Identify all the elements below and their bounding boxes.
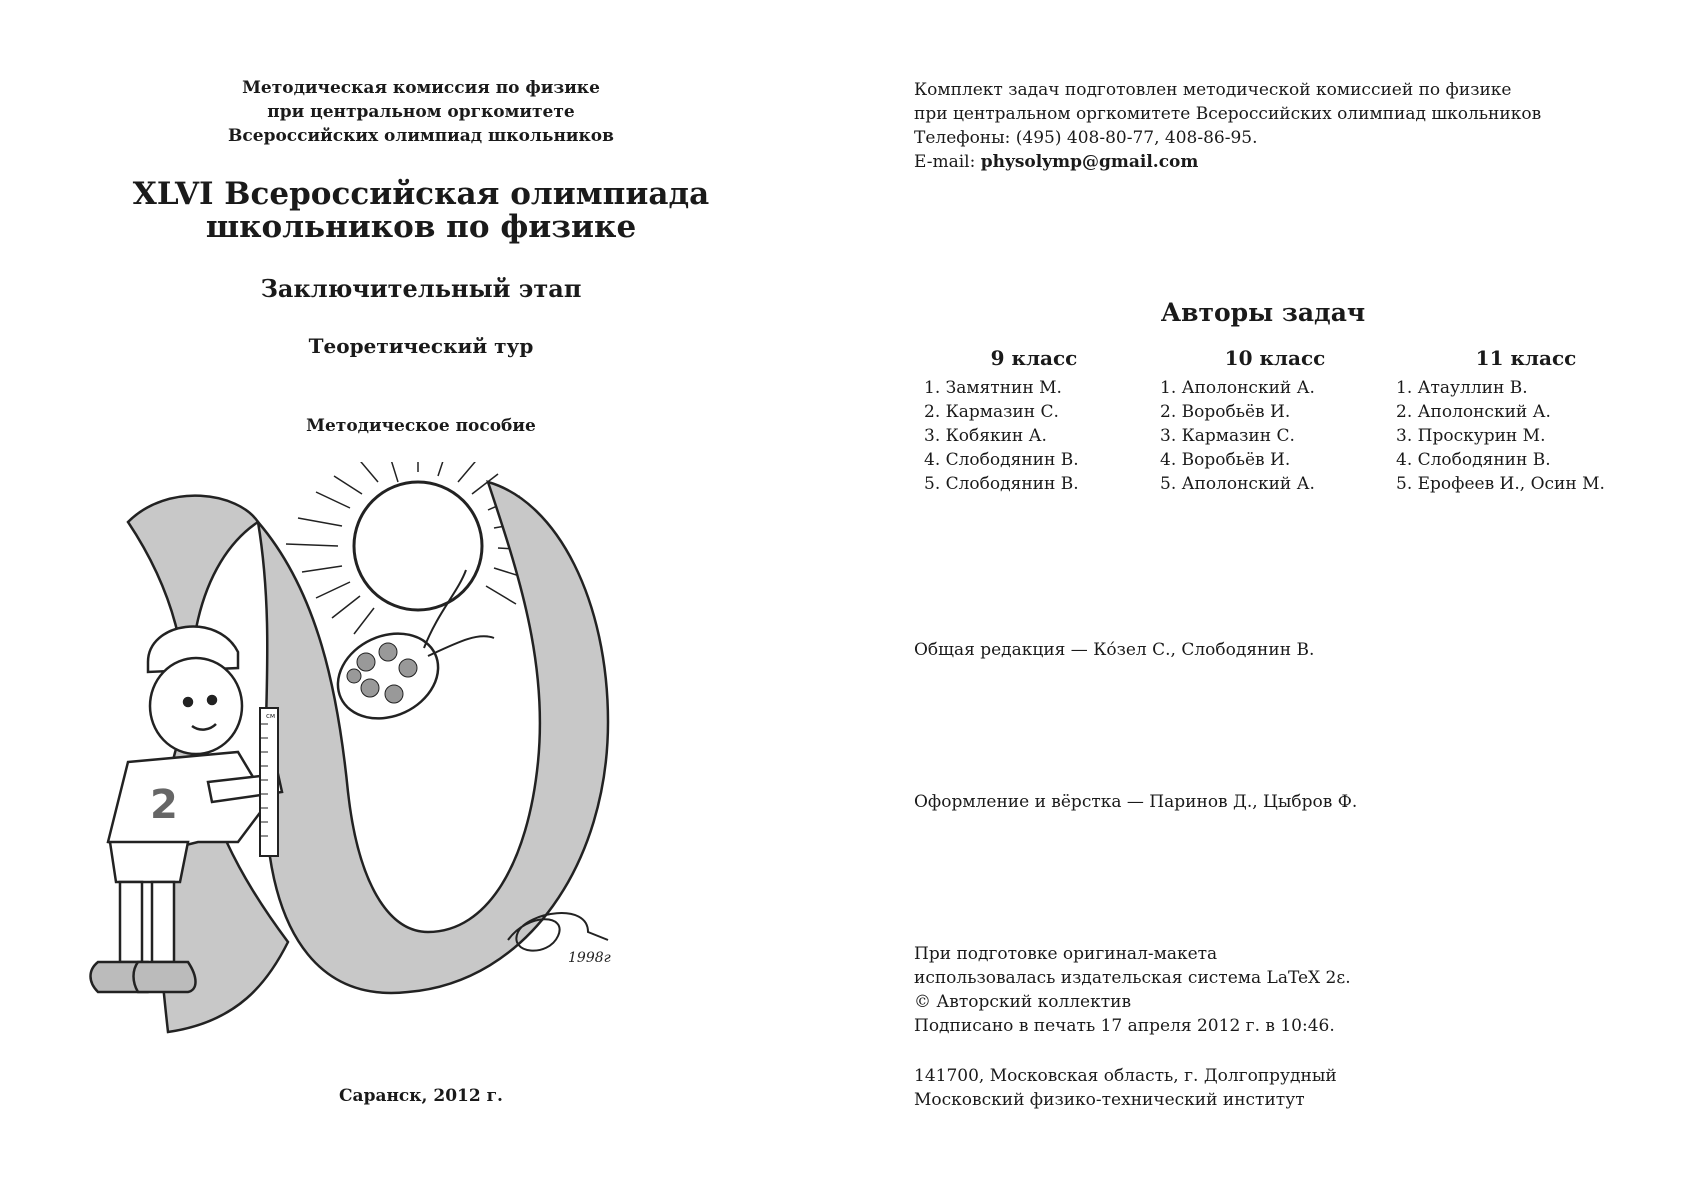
cover-illustration [88,462,688,1042]
preparation-block [914,942,1351,1038]
signature-text: 1998г [568,950,611,966]
right-page [842,0,1684,1190]
address-line: 141700, Московская область, г. Долгопрудный [914,1066,1337,1086]
tour-heading: Теоретический тур [308,334,534,358]
authors-list [1396,376,1656,496]
list-item: 4. Воробьёв И. [1160,450,1291,470]
list-item: 5. Слободянин В. [924,474,1079,494]
prep-line-suffix: . [1345,968,1351,988]
address-block [914,1064,1337,1112]
svg-text:2: 2 [150,782,178,828]
email-label: E-mail: [914,152,981,172]
list-item: 5. Аполонский А. [1160,474,1315,494]
stage-heading: Заключительный этап [260,274,582,303]
signed-date: Подписано в печать 17 апреля 2012 г. в 10:46. [914,1016,1335,1036]
list-item: 2. Кармазин С. [924,402,1059,422]
list-item: 3. Кобякин А. [924,426,1047,446]
list-item: 3. Проскурин М. [1396,426,1546,446]
ruler-label: см [266,712,276,720]
document-title [0,178,842,244]
phones: Телефоны: (495) 408-80-77, 408-86-95. [914,128,1258,148]
latex-logo: LaTeX 2ε [1266,968,1346,988]
grade-heading: 10 класс [1224,346,1326,370]
organization-line: при центральном оргкомитете [267,102,575,122]
contacts-block [914,78,1541,174]
list-item: 2. Аполонский А. [1396,402,1551,422]
email-row [914,150,1541,174]
contacts-line: Комплект задач подготовлен методической комиссией по физике [914,80,1512,100]
city-year: Саранск, 2012 г. [339,1086,503,1106]
list-item: 1. Атауллин В. [1396,378,1528,398]
organization-line: Методическая комиссия по физике [242,78,600,98]
authors-title: Авторы задач [1160,298,1366,327]
title-line-1: XLVI Всероссийская олимпиада [132,176,710,212]
copyright: © Авторский коллектив [914,992,1132,1012]
list-item: 5. Ерофеев И., Осин М. [1396,474,1605,494]
prep-line [914,966,1351,990]
prep-line: При подготовке оригинал-макета [914,944,1218,964]
grade-column-10 [1160,344,1390,496]
organization-line: Всероссийских олимпиад школьников [228,126,614,146]
layout-credits: Оформление и вёрстка — Паринов Д., Цыбров Ф. [914,792,1358,812]
list-item: 1. Аполонский А. [1160,378,1315,398]
list-item: 4. Слободянин В. [924,450,1079,470]
title-line-2: школьников по физике [205,209,637,245]
list-item: 2. Воробьёв И. [1160,402,1291,422]
grade-heading: 9 класс [990,346,1078,370]
organization-header [0,76,842,148]
list-item: 3. Кармазин С. [1160,426,1295,446]
contacts-line: при центральном оргкомитете Всероссийских олимпиад школьников [914,104,1542,124]
list-item: 1. Замятнин М. [924,378,1062,398]
general-editor: Общая редакция — Ко́зел С., Слободянин В. [914,640,1315,660]
manual-subtitle: Методическое пособие [306,416,536,436]
email-address[interactable]: physolymp@gmail.com [980,152,1199,172]
prep-line-text: использовалась издательская система [914,968,1267,988]
grade-column-11 [1396,344,1656,496]
grade-heading: 11 класс [1475,346,1577,370]
authors-list [1160,376,1390,496]
list-item: 4. Слободянин В. [1396,450,1551,470]
authors-list [924,376,1144,496]
ruler-icon [260,708,278,856]
grade-column-9 [924,344,1144,496]
address-line: Московский физико-технический институт [914,1090,1305,1110]
